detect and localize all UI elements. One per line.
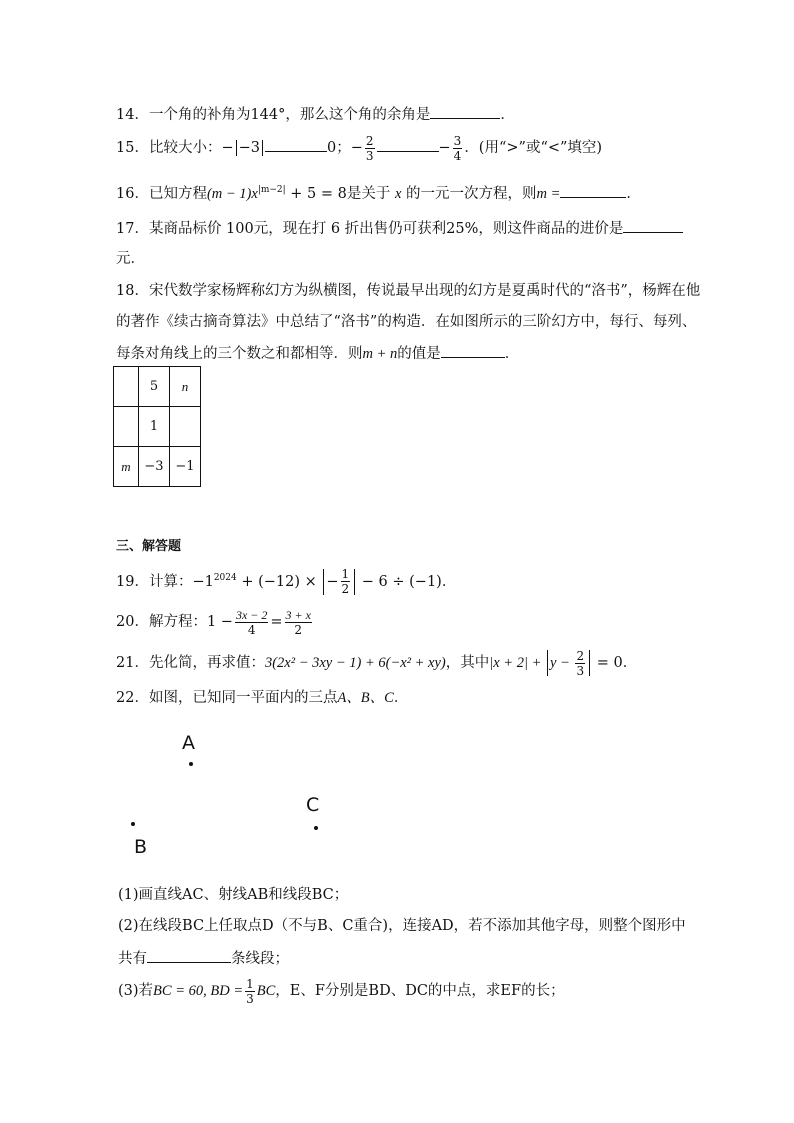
fraction: $\frac{2}{3}$ [365,133,374,163]
question-number: 17． [116,221,149,237]
question-15: 15．比较大小：− −3 0；− $\frac{2}{3}$ − $\frac{3}{4}$ ．(用“>”或“<”填空) [116,133,603,163]
question-20: 20．解方程：1 − $\frac{3x - 2}{4}$ = $\frac{3 + x}{2}$ [116,607,311,637]
table-cell [114,367,139,407]
magic-square-table [113,366,201,487]
question-16: 16．已知方程$(m - 1)x^{|m-2|} + 5 = 8$是关于 x 的一元一次方程，则m = ． [116,180,641,204]
abs-bar-right [354,569,355,595]
fraction: $\frac{3}{4}$ [453,133,462,163]
answer-blank[interactable] [265,136,327,152]
table-cell [114,407,139,447]
abs-bar-left [236,140,237,156]
question-21: 21．先化简，再求值：3(2x² − 3xy − 1) + 6(−x² + xy)，其中|x + 2| + y − $\frac{2}{3}$ = 0． [116,648,638,678]
question-22-part1: (1)画直线AC、射线AB和线段BC； [118,887,349,903]
question-22-part3: (3)若BC = 60, BD = $\frac{1}{3}$ BC，E、F分别是BD、DC的中点，求EF的长； [118,976,565,1006]
point-b-label: B [134,836,148,858]
question-number: 20． [116,614,149,630]
point-a [189,762,193,766]
answer-blank[interactable] [441,342,505,358]
fraction: $\frac{3x - 2}{4}$ [235,607,268,637]
point-c [314,826,318,830]
question-14: 14．一个角的补角为144°，那么这个角的余角是 ． [116,103,515,125]
abs-bar-left [323,569,324,595]
fraction: $\frac{3 + x}{2}$ [285,607,311,637]
table-row [114,367,201,407]
table-cell: 5 [139,367,170,407]
abs-bar-left [547,650,548,676]
question-17: 17．某商品标价 100元，现在打 6 折出售仍可获利25%，则这件商品的进价是 [116,217,683,239]
answer-blank[interactable] [377,136,439,152]
question-number: 22． [116,690,149,706]
section-heading: 三、解答题 [116,539,182,554]
table-cell: −3 [139,447,170,487]
question-22: 22．如图，已知同一平面内的三点A、B、C． [116,690,409,706]
fraction: $\frac{2}{3}$ [576,648,585,678]
question-19: 19．计算：$-1^{2024} + (-12)$ × − $\frac{1}{2}$ − 6 ÷ (−1)． [116,567,457,597]
table-cell: n [170,367,201,407]
question-text: 一个角的补角为144°，那么这个角的余角是 [148,107,431,123]
table-cell: −1 [170,447,201,487]
question-number: 21． [116,655,149,671]
answer-blank[interactable] [147,947,231,963]
table-row [114,407,201,447]
abs-bar-right [262,140,263,156]
fraction: $\frac{1}{2}$ [341,567,350,597]
table-cell: 1 [139,407,170,447]
question-18-line3: 每条对角线上的三个数之和都相等．则m + n的值是 ． [116,342,519,364]
answer-blank[interactable] [430,103,500,119]
answer-blank[interactable] [623,217,683,233]
question-22-part2-line1: (2)在线段BC上任取点D（不与B、C重合)，连接AD，若不添加其他字母，则整个图形中 [118,918,686,934]
question-18-line1: 18．宋代数学家杨辉称幻方为纵横图，传说最早出现的幻方是夏禹时代的“洛书”，杨辉在他 [116,283,701,299]
question-number: 14． [116,107,149,123]
point-b [131,822,135,826]
point-a-label: A [182,732,195,754]
fraction: $\frac{1}{3}$ [246,976,254,1006]
question-17-unit: 元． [116,251,145,267]
question-number: 18． [116,283,149,299]
question-number: 16． [116,185,149,202]
table-cell [170,407,201,447]
question-number: 15． [116,140,149,156]
answer-blank[interactable] [560,182,626,198]
table-row [114,447,201,487]
abs-bar-right [589,650,590,676]
point-c-label: C [306,794,320,816]
question-18-line2: 的著作《续古摘奇算法》中总结了“洛书”的构造．在如图所示的三阶幻方中，每行、每列、 [116,314,697,330]
table-cell: m [114,447,139,487]
question-22-part2-line2: 共有 条线段； [118,947,289,969]
question-number: 19． [116,573,149,590]
